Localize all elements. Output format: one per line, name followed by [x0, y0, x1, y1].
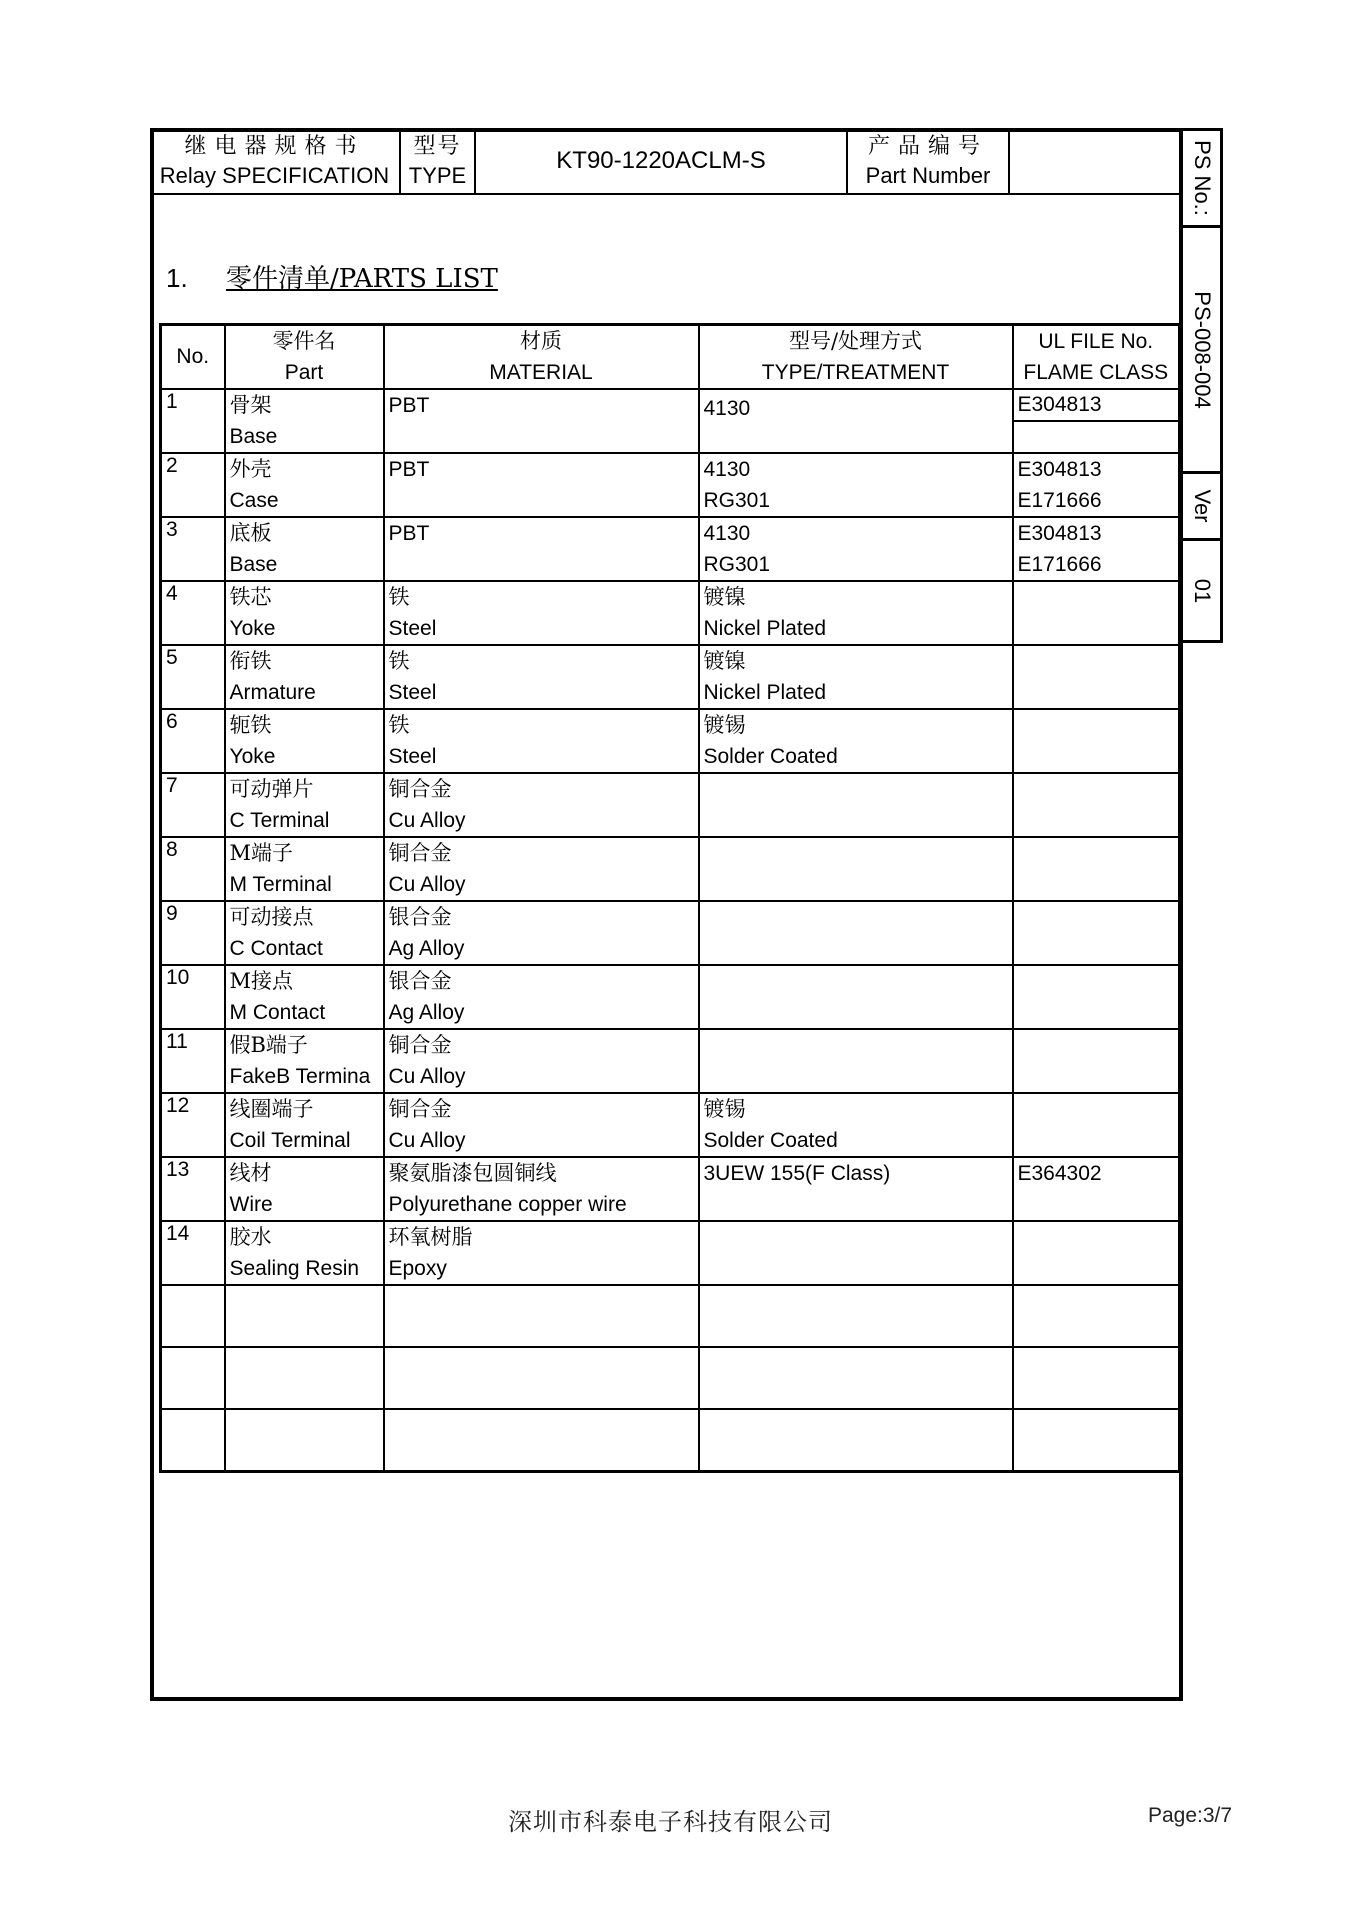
material-1: 铜合金: [388, 841, 452, 865]
row-ul: [1013, 1157, 1180, 1221]
row-type: [699, 837, 1013, 901]
material-2: Epoxy: [388, 1257, 447, 1280]
row-ul: [1013, 1409, 1180, 1472]
part-cn: 线材: [229, 1161, 272, 1185]
row-type: [699, 1221, 1013, 1285]
col-type-cn: 型号/处理方式: [788, 329, 923, 353]
part-cn: 骨架: [229, 393, 272, 417]
ver-value: 01: [1189, 578, 1215, 603]
ul-1: E364302: [1017, 1162, 1102, 1185]
table-row: [161, 709, 1180, 773]
row-material: [384, 389, 699, 453]
type-1: 镀锡: [703, 713, 746, 737]
row-material: [384, 1409, 699, 1472]
ul-1: E304813: [1014, 390, 1179, 422]
row-material: [384, 1029, 699, 1093]
part-number-label-en: Part Number: [865, 162, 991, 188]
row-material: [384, 709, 699, 773]
part-cn: 衔铁: [229, 649, 272, 673]
material-2: Steel: [388, 681, 437, 704]
part-cn: M端子: [229, 841, 294, 865]
col-part-en: Part: [284, 361, 324, 384]
row-material: [384, 645, 699, 709]
row-no: 11: [161, 1029, 225, 1093]
spec-header: [150, 128, 1183, 195]
row-no: 12: [161, 1093, 225, 1157]
row-part: [225, 965, 384, 1029]
material-1: 铜合金: [388, 1033, 452, 1057]
row-type: [699, 1285, 1013, 1347]
row-material: [384, 1157, 699, 1221]
table-row: [161, 901, 1180, 965]
type-label-cell: [400, 128, 475, 194]
table-row: [161, 517, 1180, 581]
material-1: 聚氨脂漆包圆铜线: [388, 1161, 557, 1185]
section-heading: [166, 258, 498, 295]
type-1: 3UEW 155(F Class): [703, 1162, 891, 1185]
row-no: 3: [161, 517, 225, 581]
col-material: [384, 325, 699, 390]
col-ul-2: FLAME CLASS: [1023, 361, 1169, 384]
material-1: 铁: [388, 585, 410, 609]
page-footer: [0, 1802, 1357, 1838]
row-ul: [1013, 1093, 1180, 1157]
material-1: 铁: [388, 713, 410, 737]
part-cn: 底板: [229, 521, 272, 545]
ul-2: [1014, 422, 1179, 452]
col-type: [699, 325, 1013, 390]
row-material: [384, 1285, 699, 1347]
ps-label: PS No.:: [1189, 140, 1215, 216]
material-2: Cu Alloy: [388, 1129, 466, 1152]
row-ul: [1013, 581, 1180, 645]
part-cn: 轭铁: [229, 713, 272, 737]
table-row-empty: [161, 1409, 1180, 1472]
type-1: 镀镍: [703, 585, 746, 609]
row-part: [225, 1093, 384, 1157]
material-2: Steel: [388, 617, 437, 640]
table-header-row: [161, 325, 1180, 390]
row-type: [699, 709, 1013, 773]
row-ul: [1013, 965, 1180, 1029]
side-info-strip: [1183, 128, 1223, 643]
row-ul: [1013, 389, 1180, 453]
row-type: [699, 1409, 1013, 1472]
row-part: [225, 837, 384, 901]
row-material: [384, 901, 699, 965]
row-part: [225, 1221, 384, 1285]
part-en: Armature: [229, 681, 316, 704]
row-type: [699, 581, 1013, 645]
part-en: Base: [229, 553, 278, 576]
table-row: [161, 389, 1180, 453]
row-no: 4: [161, 581, 225, 645]
row-material: [384, 1221, 699, 1285]
part-cn: 胶水: [229, 1225, 272, 1249]
row-type: [699, 1157, 1013, 1221]
part-en: Case: [229, 489, 279, 512]
row-ul: [1013, 709, 1180, 773]
ps-value-box: [1183, 228, 1220, 474]
row-part: [225, 517, 384, 581]
row-ul: [1013, 645, 1180, 709]
part-cn: 铁芯: [229, 585, 272, 609]
row-type: [699, 1029, 1013, 1093]
row-part: [225, 645, 384, 709]
material-1: 铜合金: [388, 777, 452, 801]
material-1: PBT: [388, 522, 430, 545]
row-ul: [1013, 1029, 1180, 1093]
type-1: 4130: [703, 522, 751, 545]
spec-title-cell: [150, 128, 400, 194]
material-1: 铁: [388, 649, 410, 673]
type-1: 镀锡: [703, 1097, 746, 1121]
row-type: [699, 645, 1013, 709]
row-type: [699, 901, 1013, 965]
row-material: [384, 1093, 699, 1157]
row-type: [699, 965, 1013, 1029]
table-row: [161, 1029, 1180, 1093]
part-en: Yoke: [229, 745, 276, 768]
row-material: [384, 837, 699, 901]
row-no: 9: [161, 901, 225, 965]
row-ul: [1013, 1221, 1180, 1285]
col-type-en: TYPE/TREATMENT: [761, 361, 950, 384]
row-no: [161, 1347, 225, 1409]
part-cn: 可动接点: [229, 905, 314, 929]
row-part: [225, 1409, 384, 1472]
ps-label-box: [1183, 131, 1220, 228]
type-2: Solder Coated: [703, 745, 838, 768]
part-en: Base: [229, 425, 278, 448]
material-2: Steel: [388, 745, 437, 768]
ul-2: E171666: [1017, 553, 1102, 576]
part-number-value: [1009, 128, 1183, 194]
material-1: 环氧树脂: [388, 1225, 473, 1249]
row-no: 6: [161, 709, 225, 773]
row-ul: [1013, 517, 1180, 581]
ver-value-box: [1183, 541, 1220, 640]
col-material-cn: 材质: [520, 329, 562, 353]
part-en: Wire: [229, 1193, 273, 1216]
type-2: Solder Coated: [703, 1129, 838, 1152]
row-no: [161, 1285, 225, 1347]
company-name: 深圳市科泰电子科技有限公司: [508, 1808, 833, 1836]
table-row-empty: [161, 1285, 1180, 1347]
col-ul-1: UL FILE No.: [1038, 330, 1154, 353]
row-material: [384, 965, 699, 1029]
table-row: [161, 837, 1180, 901]
ver-label: Ver: [1189, 489, 1215, 523]
row-part: [225, 1029, 384, 1093]
row-type: [699, 1347, 1013, 1409]
row-ul: [1013, 1347, 1180, 1409]
table-row: [161, 1093, 1180, 1157]
table-row: [161, 965, 1180, 1029]
col-no: No.: [161, 325, 225, 390]
section-number: 1.: [166, 263, 188, 293]
row-part: [225, 1347, 384, 1409]
material-2: Cu Alloy: [388, 809, 466, 832]
parts-list-table: [159, 323, 1181, 1473]
type-1: 4130: [703, 397, 751, 420]
part-number-label-cell: [847, 128, 1009, 194]
type-1: 镀镍: [703, 649, 746, 673]
row-type: [699, 1093, 1013, 1157]
ps-value: PS-008-004: [1189, 290, 1215, 409]
material-2: Polyurethane copper wire: [388, 1193, 627, 1216]
material-2: Ag Alloy: [388, 937, 465, 960]
row-part: [225, 389, 384, 453]
spec-title-en: Relay SPECIFICATION: [159, 162, 390, 188]
material-1: 银合金: [388, 905, 452, 929]
row-material: [384, 581, 699, 645]
table-row: [161, 453, 1180, 517]
part-number-label-cn: 产品编号: [867, 133, 988, 159]
row-no: 14: [161, 1221, 225, 1285]
material-1: PBT: [388, 394, 430, 417]
row-ul: [1013, 837, 1180, 901]
type-label-cn: 型号: [413, 133, 462, 159]
type-value: KT90-1220ACLM-S: [475, 128, 847, 194]
col-part: [225, 325, 384, 390]
row-type: [699, 773, 1013, 837]
row-material: [384, 1347, 699, 1409]
row-ul: [1013, 1285, 1180, 1347]
part-en: Yoke: [229, 617, 276, 640]
material-2: Ag Alloy: [388, 1001, 465, 1024]
row-part: [225, 709, 384, 773]
type-2: Nickel Plated: [703, 617, 827, 640]
part-cn: 假B端子: [229, 1033, 308, 1057]
page-number: Page:3/7: [1148, 1804, 1233, 1827]
type-2: Nickel Plated: [703, 681, 827, 704]
row-part: [225, 453, 384, 517]
ul-1: E304813: [1017, 522, 1102, 545]
row-no: 8: [161, 837, 225, 901]
col-material-en: MATERIAL: [489, 361, 593, 384]
row-no: [161, 1409, 225, 1472]
part-cn: 线圈端子: [229, 1097, 314, 1121]
type-label-en: TYPE: [408, 162, 467, 188]
table-row: [161, 1221, 1180, 1285]
row-type: [699, 453, 1013, 517]
col-part-cn: 零件名: [272, 329, 336, 353]
type-2: RG301: [703, 553, 771, 576]
row-type: [699, 517, 1013, 581]
part-en: C Terminal: [229, 809, 330, 832]
row-no: 2: [161, 453, 225, 517]
part-en: M Contact: [229, 1001, 326, 1024]
type-1: 4130: [703, 458, 751, 481]
part-en: FakeB Termina: [229, 1065, 371, 1088]
material-2: Cu Alloy: [388, 1065, 466, 1088]
row-ul: [1013, 901, 1180, 965]
material-1: PBT: [388, 458, 430, 481]
part-en: C Contact: [229, 937, 323, 960]
row-part: [225, 901, 384, 965]
part-cn: M接点: [229, 969, 294, 993]
row-part: [225, 1157, 384, 1221]
ul-1: E304813: [1017, 458, 1102, 481]
row-material: [384, 517, 699, 581]
material-1: 铜合金: [388, 1097, 452, 1121]
row-ul: [1013, 453, 1180, 517]
part-cn: 外壳: [229, 457, 272, 481]
row-material: [384, 453, 699, 517]
part-cn: 可动弹片: [229, 777, 314, 801]
row-part: [225, 1285, 384, 1347]
row-no: 5: [161, 645, 225, 709]
ul-2: E171666: [1017, 489, 1102, 512]
row-part: [225, 773, 384, 837]
table-row: [161, 581, 1180, 645]
row-no: 13: [161, 1157, 225, 1221]
row-part: [225, 581, 384, 645]
table-row: [161, 645, 1180, 709]
col-ul: [1013, 325, 1180, 390]
part-en: Coil Terminal: [229, 1129, 351, 1152]
row-type: [699, 389, 1013, 453]
part-en: Sealing Resin: [229, 1257, 360, 1280]
table-row: [161, 1157, 1180, 1221]
section-title: 零件清单/PARTS LIST: [226, 264, 498, 294]
table-row: [161, 773, 1180, 837]
material-1: 银合金: [388, 969, 452, 993]
material-2: Cu Alloy: [388, 873, 466, 896]
table-row-empty: [161, 1347, 1180, 1409]
type-2: RG301: [703, 489, 771, 512]
spec-title-cn: 继电器规格书: [184, 133, 365, 159]
row-ul: [1013, 773, 1180, 837]
row-material: [384, 773, 699, 837]
row-no: 1: [161, 389, 225, 453]
row-no: 10: [161, 965, 225, 1029]
ver-label-box: [1183, 474, 1220, 541]
part-en: M Terminal: [229, 873, 332, 896]
row-no: 7: [161, 773, 225, 837]
